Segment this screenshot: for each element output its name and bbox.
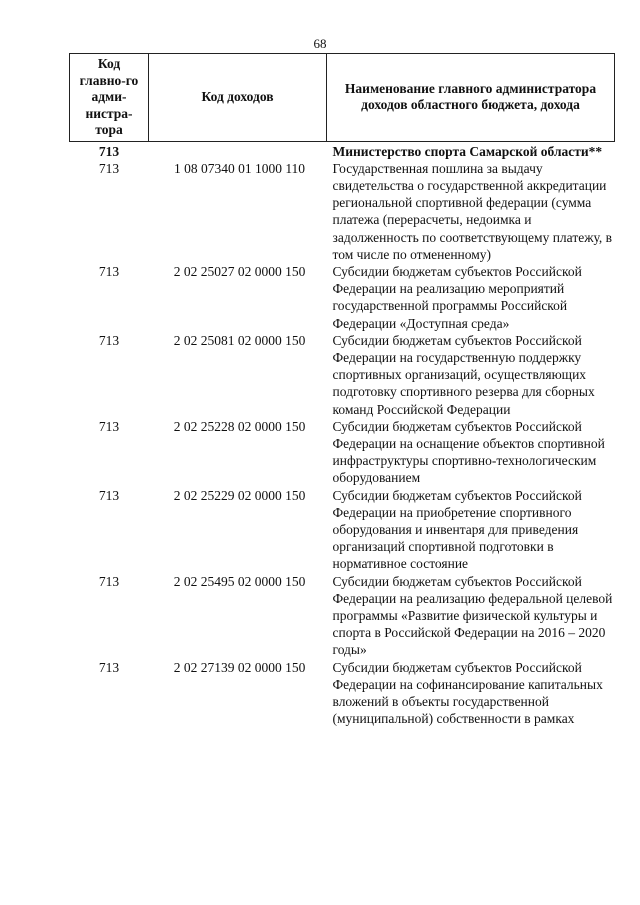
table-row xyxy=(70,160,615,263)
table-row xyxy=(70,141,615,160)
table-row xyxy=(70,263,615,332)
name-cell: Министерство спорта Самарской области** xyxy=(332,143,603,159)
name-cell: Субсидии бюджетам субъектов Российской Федерации на приобретение спортивного оборудования и инвентаря для приведения организаций спортивной подготовки в нормативное состояние xyxy=(332,487,582,572)
name-cell: Субсидии бюджетам субъектов Российской Федерации на реализацию мероприятий государственной программы Российской Федерации «Доступная среда» xyxy=(332,263,582,331)
header-name-text: Наименование главного администратора доходов областного бюджета, дохода xyxy=(344,80,597,113)
income-code-cell xyxy=(149,141,327,160)
income-code-cell: 2 02 25495 02 0000 150 xyxy=(173,573,306,589)
name-cell: Субсидии бюджетам субъектов Российской Федерации на софинансирование капитальных вложений в объекты государственной (муниципальной) собственности в рамках xyxy=(332,659,603,727)
admin-code-cell: 713 xyxy=(98,143,120,159)
income-code-cell: 2 02 25228 02 0000 150 xyxy=(173,418,306,434)
income-code-cell: 2 02 25027 02 0000 150 xyxy=(173,263,306,279)
header-income-code xyxy=(149,54,327,142)
admin-code-cell: 713 xyxy=(98,332,120,348)
table-row xyxy=(70,659,615,728)
header-income-code-text: Код доходов xyxy=(201,89,274,104)
admin-code-cell: 713 xyxy=(98,487,120,503)
table-row xyxy=(70,573,615,659)
income-code-cell: 2 02 25229 02 0000 150 xyxy=(173,487,306,503)
table-header xyxy=(70,54,615,142)
header-name xyxy=(327,54,615,142)
table-row xyxy=(70,487,615,573)
table-body xyxy=(70,141,615,727)
admin-code-cell: 713 xyxy=(98,418,120,434)
name-cell: Государственная пошлина за выдачу свидетельства о государственной аккредитации региональной спортивной федерации (сумма платежа (перерасчеты, недоимка и задолженность по соответствующему платежу, в том числе по отмененному) xyxy=(332,160,613,262)
header-admin-code xyxy=(70,54,149,142)
revenue-table xyxy=(69,53,615,727)
name-cell: Субсидии бюджетам субъектов Российской Федерации на государственную поддержку спортивных организаций, осуществляющих подготовку спортивного резерва для сборных команд Российской Федерации xyxy=(332,332,595,417)
name-cell: Субсидии бюджетам субъектов Российской Федерации на оснащение объектов спортивной инфраструктуры спортивно-технологическим оборудованием xyxy=(332,418,605,486)
admin-code-cell: 713 xyxy=(98,573,120,589)
admin-code-cell: 713 xyxy=(98,263,120,279)
name-cell: Субсидии бюджетам субъектов Российской Федерации на реализацию федеральной целевой программы «Развитие физической культуры и спорта в Российской Федерации на 2016 – 2020 годы» xyxy=(332,573,613,658)
income-code-cell: 2 02 25081 02 0000 150 xyxy=(173,332,306,348)
income-code-cell: 1 08 07340 01 1000 110 xyxy=(173,160,306,176)
income-code-cell: 2 02 27139 02 0000 150 xyxy=(173,659,306,675)
table-row xyxy=(70,418,615,487)
header-admin-code-text: Код главно-го адми-нистра-тора xyxy=(79,56,139,137)
admin-code-cell: 713 xyxy=(98,160,120,176)
admin-code-cell: 713 xyxy=(98,659,120,675)
page-number: 68 xyxy=(313,36,327,51)
table-row xyxy=(70,332,615,418)
